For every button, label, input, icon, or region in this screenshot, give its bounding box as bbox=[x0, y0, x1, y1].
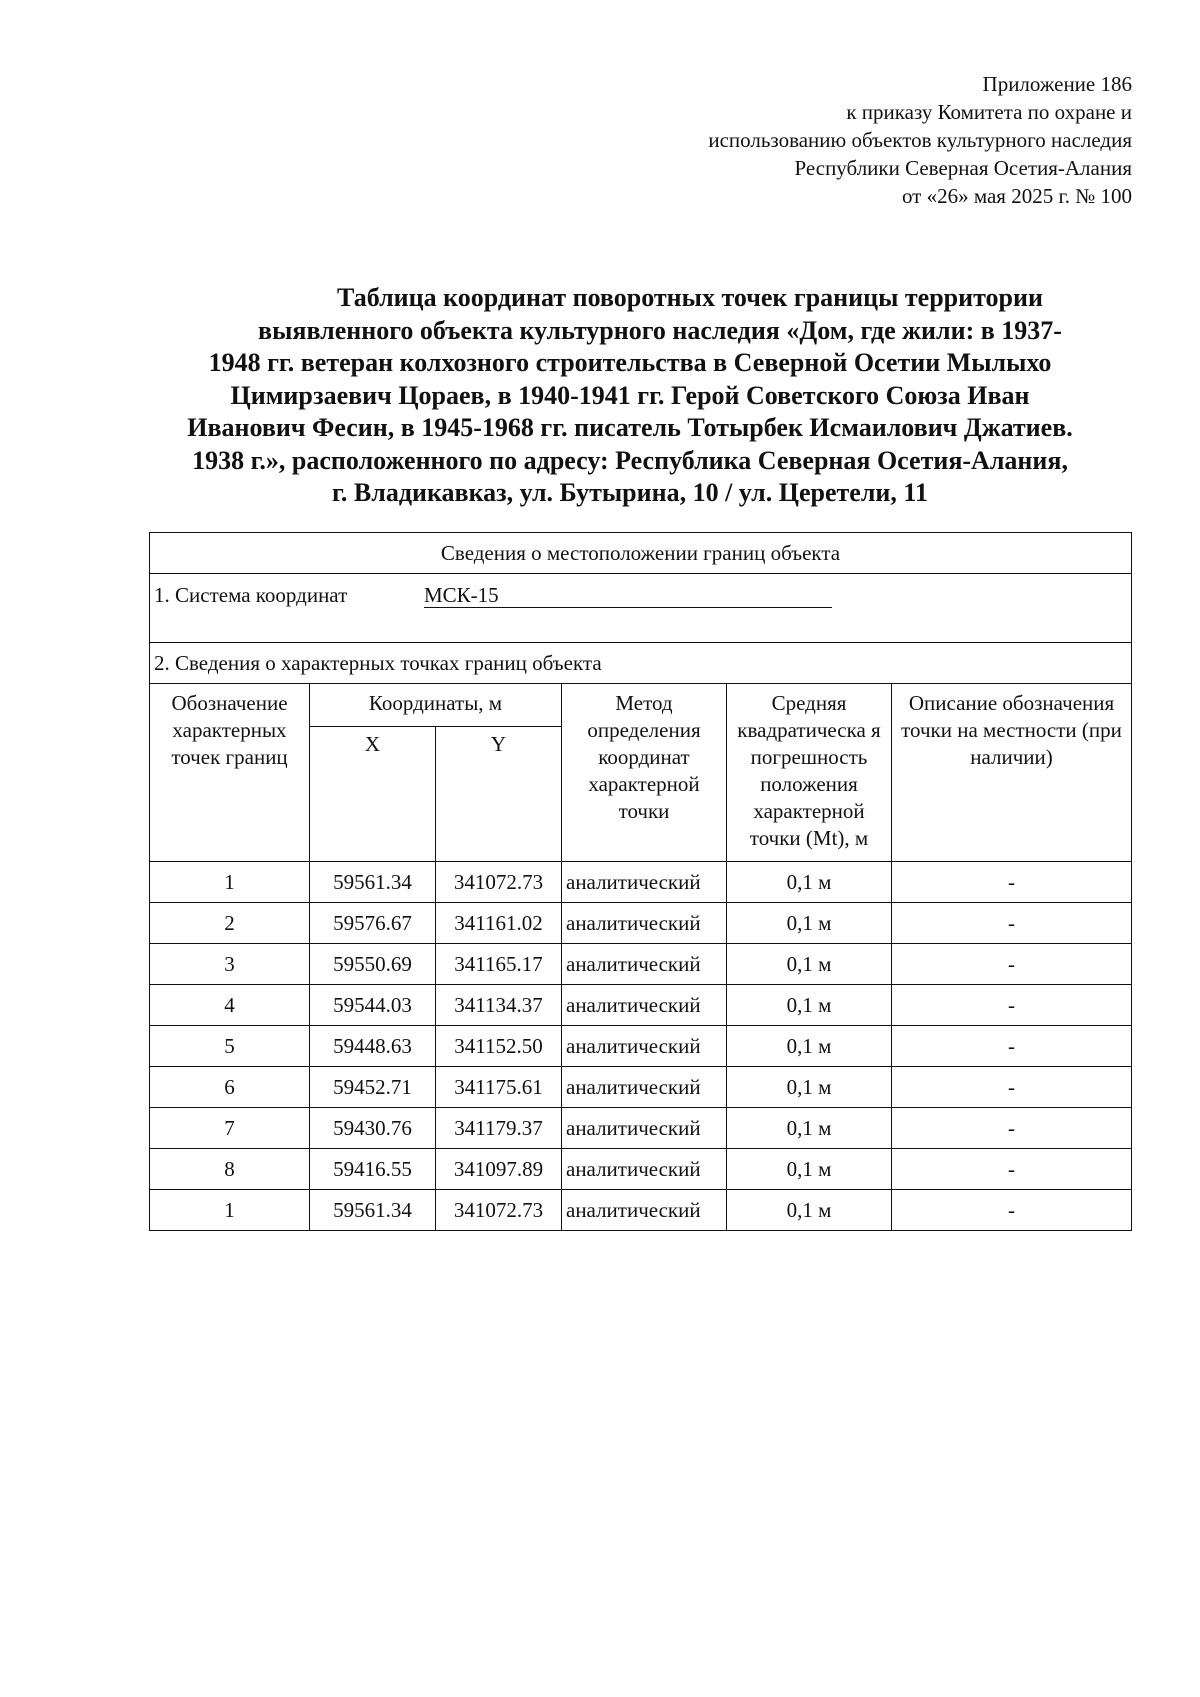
cell-description: - bbox=[892, 1149, 1132, 1190]
cell-point: 6 bbox=[150, 1067, 310, 1108]
cell-method: аналитический bbox=[562, 862, 727, 903]
title-line: Таблица координат поворотных точек границы территории bbox=[337, 283, 1043, 312]
table-row bbox=[150, 862, 1132, 903]
cell-error: 0,1 м bbox=[727, 903, 892, 944]
cell-method: аналитический bbox=[562, 1190, 727, 1231]
cell-x: 59544.03 bbox=[310, 985, 436, 1026]
cell-method: аналитический bbox=[562, 1149, 727, 1190]
table-row bbox=[150, 1108, 1132, 1149]
cell-point: 2 bbox=[150, 903, 310, 944]
section-title: Сведения о местоположении границ объекта bbox=[150, 533, 1132, 574]
coord-system-label: 1. Система координат bbox=[154, 583, 348, 607]
cell-description: - bbox=[892, 1067, 1132, 1108]
cell-method: аналитический bbox=[562, 1026, 727, 1067]
title-line: Цимирзаевич Цораев, в 1940-1941 гг. Герой Советского Союза Иван bbox=[230, 380, 1030, 410]
appendix-line: Приложение 186 bbox=[982, 72, 1132, 96]
title-line: г. Владикавказ, ул. Бутырина, 10 / ул. Церетели, 11 bbox=[332, 478, 928, 507]
appendix-line: от «26» мая 2025 г. № 100 bbox=[901, 184, 1132, 208]
table-body bbox=[150, 862, 1132, 1231]
appendix-header bbox=[708, 70, 1132, 210]
coord-system-row bbox=[150, 574, 1132, 643]
cell-method: аналитический bbox=[562, 903, 727, 944]
points-title-row bbox=[150, 643, 1132, 684]
cell-description: - bbox=[892, 1108, 1132, 1149]
cell-description: - bbox=[892, 862, 1132, 903]
cell-method: аналитический bbox=[562, 985, 727, 1026]
header-coordinates: Координаты, м bbox=[310, 684, 562, 727]
header-error: Средняя квадратическа я погрешность положения характерной точки (Mt), м bbox=[727, 684, 892, 862]
cell-y: 341134.37 bbox=[436, 985, 562, 1026]
header-designation: Обозначение характерных точек границ bbox=[150, 684, 310, 862]
coord-system-value: МСК-15 bbox=[424, 583, 832, 608]
cell-y: 341165.17 bbox=[436, 944, 562, 985]
cell-y: 341097.89 bbox=[436, 1149, 562, 1190]
appendix-line: использованию объектов культурного наследия bbox=[708, 128, 1132, 152]
cell-error: 0,1 м bbox=[727, 1149, 892, 1190]
cell-y: 341072.73 bbox=[436, 1190, 562, 1231]
header-row bbox=[150, 684, 1132, 727]
cell-point: 5 bbox=[150, 1026, 310, 1067]
cell-point: 1 bbox=[150, 1190, 310, 1231]
cell-method: аналитический bbox=[562, 944, 727, 985]
table-row bbox=[150, 985, 1132, 1026]
table-row bbox=[150, 1067, 1132, 1108]
cell-error: 0,1 м bbox=[727, 1026, 892, 1067]
cell-y: 341175.61 bbox=[436, 1067, 562, 1108]
cell-point: 7 bbox=[150, 1108, 310, 1149]
cell-description: - bbox=[892, 903, 1132, 944]
cell-error: 0,1 м bbox=[727, 1108, 892, 1149]
appendix-line: к приказу Комитета по охране и bbox=[846, 100, 1132, 124]
section-title-row bbox=[150, 533, 1132, 574]
cell-description: - bbox=[892, 1190, 1132, 1231]
cell-x: 59561.34 bbox=[310, 862, 436, 903]
table-row bbox=[150, 944, 1132, 985]
header-y: Y bbox=[436, 727, 562, 862]
cell-method: аналитический bbox=[562, 1067, 727, 1108]
cell-x: 59576.67 bbox=[310, 903, 436, 944]
cell-x: 59430.76 bbox=[310, 1108, 436, 1149]
cell-point: 8 bbox=[150, 1149, 310, 1190]
document-title bbox=[150, 282, 1110, 510]
cell-description: - bbox=[892, 985, 1132, 1026]
coordinates-table bbox=[149, 532, 1132, 1231]
table-row bbox=[150, 903, 1132, 944]
appendix-line: Республики Северная Осетия-Алания bbox=[794, 156, 1132, 180]
cell-y: 341072.73 bbox=[436, 862, 562, 903]
cell-x: 59550.69 bbox=[310, 944, 436, 985]
cell-x: 59448.63 bbox=[310, 1026, 436, 1067]
cell-y: 341152.50 bbox=[436, 1026, 562, 1067]
cell-y: 341161.02 bbox=[436, 903, 562, 944]
table-row bbox=[150, 1149, 1132, 1190]
cell-x: 59561.34 bbox=[310, 1190, 436, 1231]
title-line: выявленного объекта культурного наследия «Дом, где жили: в 1937- bbox=[258, 315, 1062, 345]
cell-error: 0,1 м bbox=[727, 1190, 892, 1231]
header-x: X bbox=[310, 727, 436, 862]
cell-point: 4 bbox=[150, 985, 310, 1026]
header-description: Описание обозначения точки на местности (при наличии) bbox=[892, 684, 1132, 862]
header-method: Метод определения координат характерной точки bbox=[562, 684, 727, 862]
title-line: Иванович Фесин, в 1945-1968 гг. писатель Тотырбек Исмаилович Джатиев. bbox=[187, 413, 1073, 442]
cell-error: 0,1 м bbox=[727, 862, 892, 903]
cell-x: 59452.71 bbox=[310, 1067, 436, 1108]
cell-error: 0,1 м bbox=[727, 944, 892, 985]
cell-y: 341179.37 bbox=[436, 1108, 562, 1149]
cell-method: аналитический bbox=[562, 1108, 727, 1149]
cell-error: 0,1 м bbox=[727, 985, 892, 1026]
cell-description: - bbox=[892, 944, 1132, 985]
cell-description: - bbox=[892, 1026, 1132, 1067]
cell-point: 3 bbox=[150, 944, 310, 985]
title-line: 1938 г.», расположенного по адресу: Республика Северная Осетия-Алания, bbox=[192, 445, 1068, 475]
table-row bbox=[150, 1190, 1132, 1231]
table-row bbox=[150, 1026, 1132, 1067]
cell-x: 59416.55 bbox=[310, 1149, 436, 1190]
title-line: 1948 гг. ветеран колхозного строительства в Северной Осетии Мылыхо bbox=[208, 348, 1052, 377]
cell-error: 0,1 м bbox=[727, 1067, 892, 1108]
points-title: 2. Сведения о характерных точках границ объекта bbox=[150, 643, 1132, 684]
cell-point: 1 bbox=[150, 862, 310, 903]
